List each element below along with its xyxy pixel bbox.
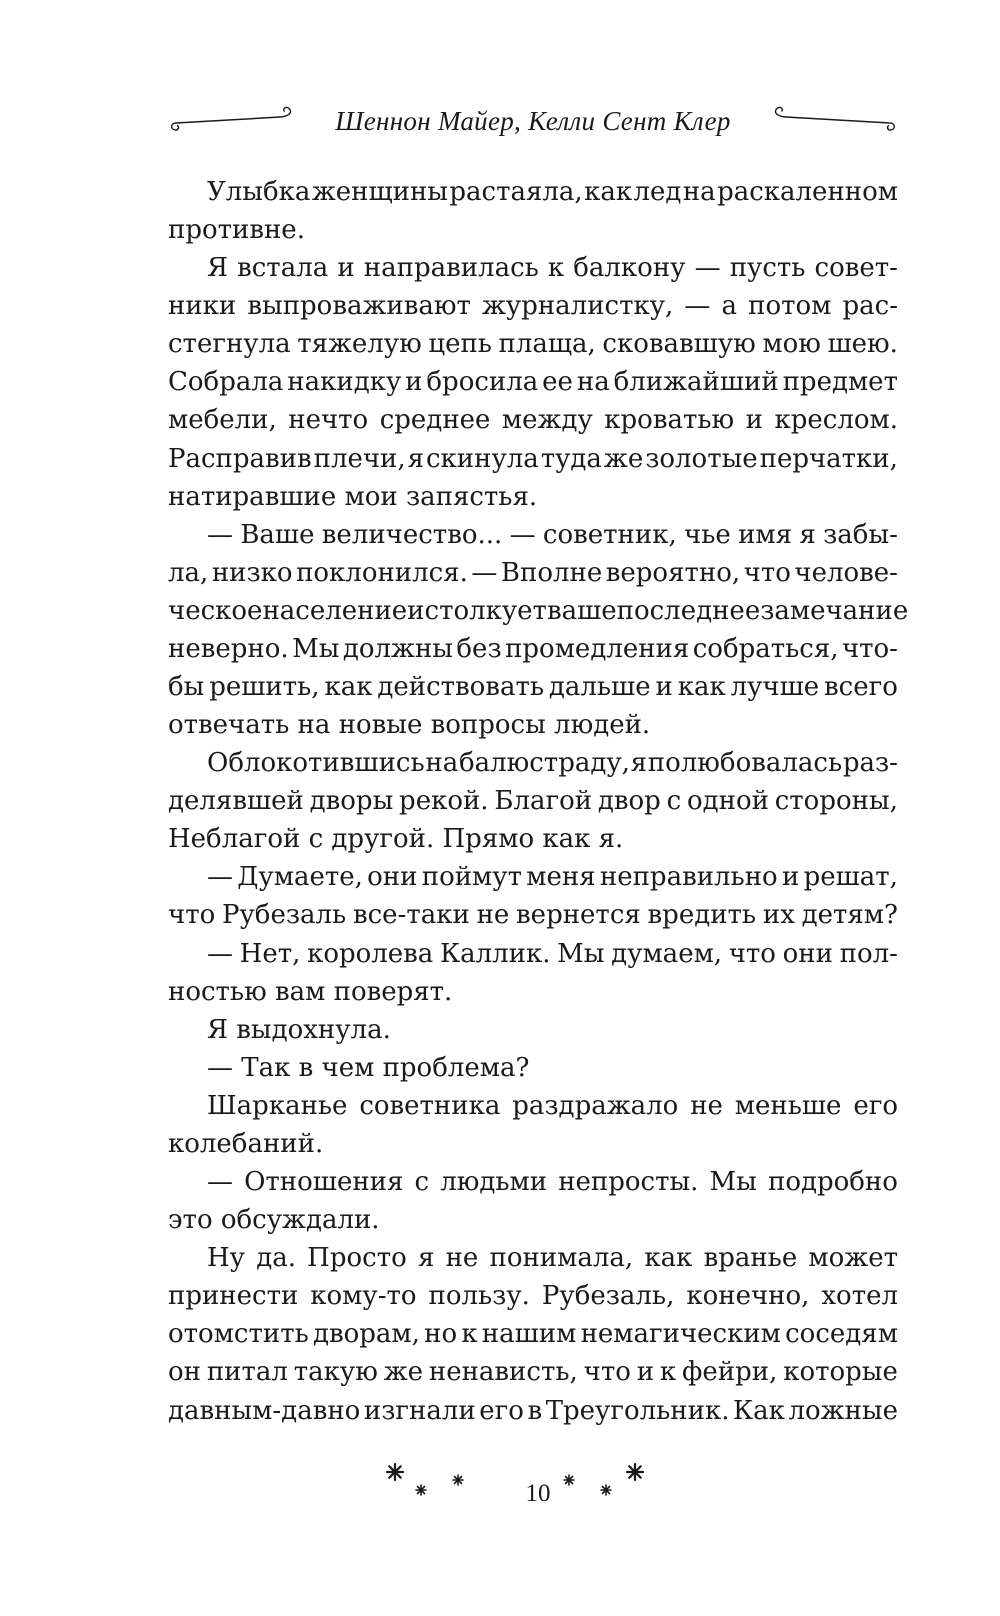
text-line: Шарканье советника раздражало не меньше его bbox=[207, 1090, 898, 1121]
text-line: Расправив плечи, я скинула туда же золотые перчатки, bbox=[168, 443, 898, 474]
text-line: ники выпроваживают журналистку, — а потом рас- bbox=[168, 291, 898, 322]
text-line: делявшей дворы рекой. Благой двор с одной стороны, bbox=[168, 786, 898, 817]
text-line: ческое население истолкует ваше последнее замечание bbox=[168, 595, 909, 626]
page-footer bbox=[395, 1466, 685, 1526]
text-line: стегнула тяжелую цепь плаща, сковавшую мою шею. bbox=[168, 329, 898, 360]
text-line: — Думаете, они поймут меня неправильно и решат, bbox=[207, 862, 898, 893]
text-line: противне. bbox=[168, 215, 305, 246]
text-line: Улыбка женщины растаяла, как лед на раскаленном bbox=[207, 177, 898, 207]
text-line: принести кому-то пользу. Рубезаль, конечно, хотел bbox=[168, 1281, 898, 1312]
body-text bbox=[168, 173, 909, 1430]
star-burst-icon bbox=[600, 1484, 612, 1496]
text-line: что Рубезаль все-таки не вернется вредить их детям? bbox=[168, 900, 898, 931]
text-line: Неблагой с другой. Прямо как я. bbox=[168, 824, 624, 855]
text-line: мебели, нечто среднее между кроватью и креслом. bbox=[168, 405, 898, 436]
text-line: колебаний. bbox=[168, 1128, 324, 1159]
text-line: Я выдохнула. bbox=[207, 1014, 391, 1045]
text-line: — Так в чем проблема? bbox=[207, 1052, 530, 1083]
text-line: давным-давно изгнали его в Треугольник. Как ложные bbox=[168, 1395, 898, 1426]
running-head: Шеннон Майер, Келли Сент Клер bbox=[335, 106, 731, 136]
text-line: — Отношения с людьми непросты. Мы подробно bbox=[207, 1167, 898, 1198]
text-line: Облокотившись на балюстраду, я полюбовалась раз- bbox=[207, 748, 898, 779]
star-burst-icon bbox=[385, 1462, 405, 1482]
text-line: Ну да. Просто я не понимала, как вранье может bbox=[207, 1243, 898, 1274]
text-line: Собрала накидку и бросила ее на ближайший предмет bbox=[168, 367, 898, 398]
text-line: неверно. Мы должны без промедления собраться, что- bbox=[168, 633, 898, 664]
text-line: он питал такую же ненависть, что и к фейри, которые bbox=[168, 1357, 898, 1388]
star-burst-icon bbox=[452, 1474, 464, 1486]
text-line: ла, низко поклонился. — Вполне вероятно, что челове- bbox=[168, 557, 898, 588]
text-line: — Нет, королева Каллик. Мы думаем, что они пол- bbox=[207, 938, 898, 969]
text-line: ностью вам поверят. bbox=[168, 976, 453, 1007]
page-number: 10 bbox=[525, 1480, 551, 1507]
text-line: это обсуждали. bbox=[168, 1205, 380, 1236]
text-line: натиравшие мои запястья. bbox=[168, 481, 538, 512]
scroll-flourish-icon bbox=[168, 96, 298, 136]
text-line: Я встала и направилась к балкону — пусть совет- bbox=[207, 253, 898, 284]
text-line: отвечать на новые вопросы людей. bbox=[168, 710, 651, 741]
star-burst-icon bbox=[415, 1484, 427, 1496]
text-line: бы решить, как действовать дальше и как лучше всего bbox=[168, 672, 898, 703]
scroll-flourish-icon bbox=[768, 96, 898, 136]
page-header bbox=[168, 96, 898, 146]
star-burst-icon bbox=[563, 1474, 575, 1486]
text-line: — Ваше величество... — советник, чье имя я забы- bbox=[207, 519, 898, 550]
text-line: отомстить дворам, но к нашим немагическим соседям bbox=[168, 1319, 898, 1350]
star-burst-icon bbox=[625, 1462, 645, 1482]
